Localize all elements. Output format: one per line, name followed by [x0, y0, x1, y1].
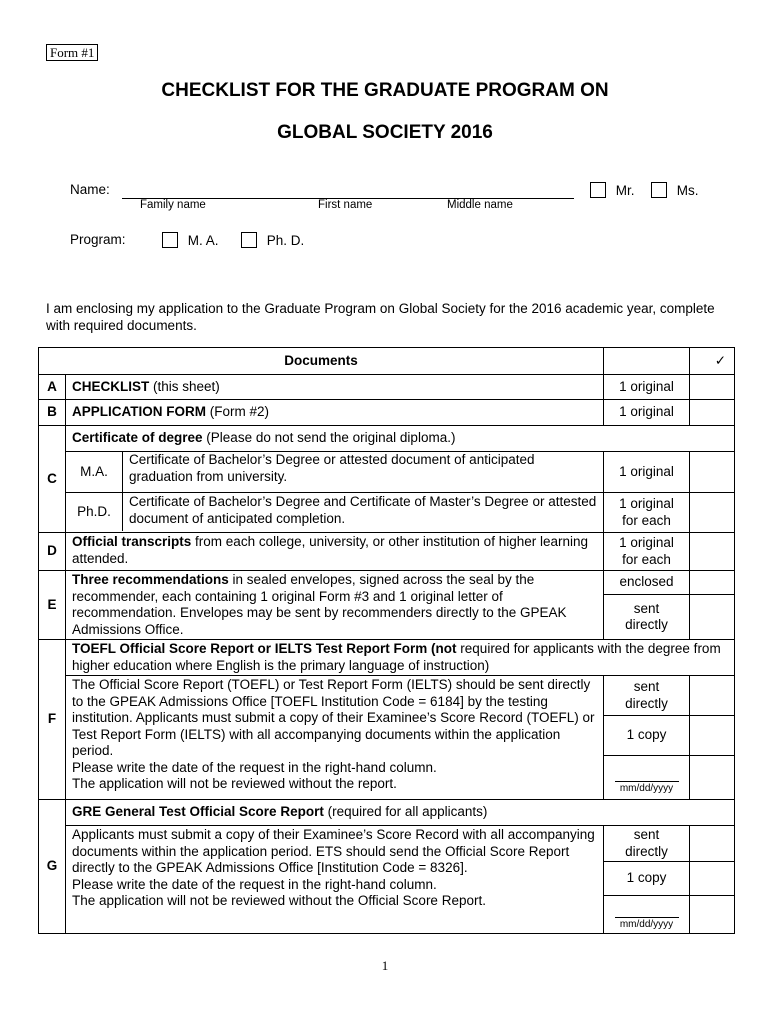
- row-b-checkbox[interactable]: [690, 400, 735, 426]
- check-mark-header: ✓: [690, 348, 735, 375]
- row-c-note: (Please do not send the original diploma.): [202, 430, 456, 446]
- row-letter: A: [39, 375, 66, 400]
- row-g-title: GRE General Test Official Score Report: [72, 804, 324, 820]
- intro-paragraph: I am enclosing my application to the Graduate Program on Global Society for the 2016 academic year, complete with required documents.: [46, 301, 715, 333]
- row-b-note: (Form #2): [206, 404, 270, 420]
- row-e-sent-checkbox[interactable]: [690, 595, 735, 640]
- page-subtitle: GLOBAL SOCIETY 2016: [277, 122, 493, 143]
- row-f-amount-directly: directly: [625, 695, 668, 711]
- row-g-note: (required for all applicants): [323, 804, 488, 820]
- row-e-amount-directly: directly: [625, 617, 668, 633]
- name-label: Name:: [70, 182, 110, 197]
- row-e-amount-enclosed: enclosed: [604, 571, 690, 595]
- ms-checkbox[interactable]: [651, 182, 667, 198]
- amount-header: [604, 348, 690, 375]
- row-f-date-field[interactable]: mm/dd/yyyy: [615, 781, 679, 795]
- row-letter: E: [39, 571, 66, 640]
- row-a-checkbox[interactable]: [690, 375, 735, 400]
- row-b-title: APPLICATION FORM: [72, 404, 206, 420]
- documents-table: [38, 347, 735, 934]
- row-f-amount-copy: 1 copy: [604, 716, 690, 756]
- row-c-phd-amount-note: for each: [622, 512, 671, 528]
- row-c-ma-amount: 1 original: [604, 452, 690, 493]
- ms-label: Ms.: [676, 183, 699, 198]
- row-g: [39, 800, 735, 826]
- row-g-date-instruction: Please write the date of the request in the right-hand column.: [72, 876, 437, 892]
- row-a-amount: 1 original: [604, 375, 690, 400]
- phd-label: Ph. D.: [266, 233, 305, 248]
- row-c-ma-key: M.A.: [66, 452, 123, 492]
- row-d-amount: 1 original: [619, 535, 674, 550]
- row-d-note: from each college, university, or other institution of higher learning attended.: [72, 534, 589, 566]
- row-g-copy-checkbox[interactable]: [690, 862, 735, 896]
- row-e-title: Three recommendations: [72, 572, 229, 587]
- row-b: [39, 400, 735, 426]
- mr-checkbox[interactable]: [590, 182, 606, 198]
- row-a: [39, 375, 735, 400]
- row-f-date-checkbox[interactable]: [690, 756, 735, 800]
- ma-checkbox[interactable]: [162, 232, 178, 248]
- row-g-date-field[interactable]: mm/dd/yyyy: [615, 917, 679, 931]
- ma-label: M. A.: [187, 233, 219, 248]
- row-c-phd-text: Certificate of Bachelor’s Degree and Certificate of Master’s Degree or attested document of anticipated completion.: [129, 494, 597, 526]
- row-c-ma-checkbox[interactable]: [690, 452, 735, 493]
- row-d: [39, 533, 735, 571]
- row-c-phd-checkbox[interactable]: [690, 493, 735, 533]
- row-f-title: TOEFL Official Score Report or IELTS Test Report Form (: [72, 641, 436, 656]
- row-letter: G: [39, 800, 66, 934]
- row-e: [39, 571, 735, 595]
- row-b-amount: 1 original: [604, 400, 690, 426]
- documents-header: Documents: [39, 348, 604, 375]
- row-c-ma-text: Certificate of Bachelor’s Degree or attested document of anticipated graduation from university.: [129, 452, 535, 484]
- row-f-copy-checkbox[interactable]: [690, 716, 735, 756]
- row-e-note: in sealed envelopes, signed across the seal by the recommender, each containing 1 original Form #3 and 1 original letter of recommendation. Envelopes may be sent by recommenders directly to the GPEAK Admissions Office.: [72, 572, 567, 637]
- row-c-title: Certificate of degree: [72, 430, 203, 446]
- row-a-note: (this sheet): [149, 378, 220, 394]
- row-f-not: not: [435, 641, 457, 656]
- phd-checkbox[interactable]: [241, 232, 257, 248]
- row-e-amount-sent: sent: [633, 600, 660, 616]
- row-g-date-checkbox[interactable]: [690, 896, 735, 934]
- mr-label: Mr.: [615, 183, 635, 198]
- form-number-tag: Form #1: [46, 44, 98, 61]
- row-c-phd-amount: 1 original: [619, 496, 674, 511]
- row-letter: B: [39, 400, 66, 426]
- row-a-title: CHECKLIST: [72, 378, 150, 394]
- row-letter: D: [39, 533, 66, 571]
- middle-name-caption: Middle name: [447, 199, 513, 211]
- row-g-amount-sent: sent: [633, 827, 660, 842]
- row-letter: F: [39, 640, 66, 800]
- family-name-caption: Family name: [140, 199, 206, 211]
- row-c: [39, 426, 735, 452]
- row-d-amount-note: for each: [622, 551, 671, 567]
- row-g-body: Applicants must submit a copy of their Examinee’s Score Record with all accompanying documents within the application period. ETS should send the Official Score Report directly to the GPEAK Admissions Office [Institution Code = 8326].: [72, 827, 595, 875]
- page-title: CHECKLIST FOR THE GRADUATE PROGRAM ON: [161, 80, 609, 101]
- row-g-sent-checkbox[interactable]: [690, 826, 735, 862]
- row-e-enclosed-checkbox[interactable]: [690, 571, 735, 595]
- row-f-body: The Official Score Report (TOEFL) or Test Report Form (IELTS) should be sent directly to the GPEAK Admissions Office [TOEFL Institution Code = 6184] by the testing institution. Applicants must submit a copy of their Examinee’s Score Record (TOEFL) or Test Report Form (IELTS) with all accompanying documents within the application period.: [72, 677, 595, 758]
- row-d-checkbox[interactable]: [690, 533, 735, 571]
- row-g-amount-directly: directly: [625, 843, 668, 859]
- row-d-title: Official transcripts: [72, 534, 192, 549]
- row-g-warning: The application will not be reviewed without the Official Score Report.: [72, 893, 486, 908]
- page-number: 1: [381, 958, 389, 973]
- row-f: [39, 640, 735, 676]
- row-f-date-instruction: Please write the date of the request in the right-hand column.: [72, 759, 437, 775]
- first-name-caption: First name: [318, 199, 373, 211]
- row-f-amount-sent: sent: [633, 679, 660, 694]
- row-f-warning: The application will not be reviewed without the report.: [72, 776, 397, 791]
- row-c-phd-key: Ph.D.: [66, 493, 123, 531]
- row-g-amount-copy: 1 copy: [604, 862, 690, 896]
- row-f-note: required for applicants with the degree from higher education where English is the primary language of instruction): [72, 641, 721, 673]
- row-letter: C: [39, 426, 66, 533]
- row-f-sent-checkbox[interactable]: [690, 676, 735, 716]
- program-label: Program:: [70, 232, 126, 247]
